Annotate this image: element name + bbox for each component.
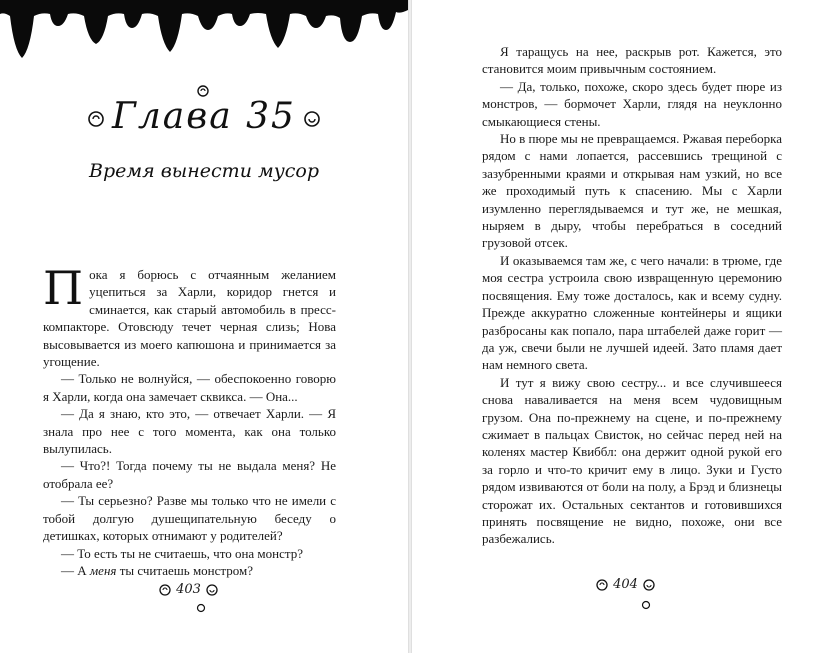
paragraph: И оказываемся там же, с чего начали: в трюме, где моя сестра устроила свою извращенную церемонию посвящения. Ему тоже досталось, как и всему судну. Прежде аккуратно сложенные контейнеры и ящики разбросаны как попало, пара штабелей даже горит — да уж, свечи были не лучшей идеей. Зато пламя дает нам немного света. [482,252,782,373]
paragraph: Но в пюре мы не превращаемся. Ржавая переборка рядом с нами лопается, рассевшись трещиной с зазубренными краями и открывая нам узкий, но все же проходимый путь к спасению. Мы с Харли изумленно переглядываемся и тут же, не мешкая, ныряем в дыру, чтобы перебраться в соседний грузовой отсек. [482,131,783,251]
paragraph-prefix: — А [61,562,90,578]
paragraph: И тут я вижу свою сестру... и все случившееся снова наваливается на меня всем чудовищным грузом. Она по-прежнему на сцене, и по-прежнему сжимает в пальцах Свисток, но сейчас перед ней на коленях мастер Квиббл: она держит одной рукой его за горло и что-то кричит ему в лицо. Зуки и Густо рядом извиваются от боли на полу, а Брэд и близнецы сторожат их. Остальных сектантов и готовившихся принять посвящение не видно, похоже, они все разбежались. [482,374,782,547]
page-number-text: 404 [613,577,638,592]
right-page [412,0,820,653]
paragraph: — То есть ты не считаешь, что она монстр? [61,545,303,561]
paragraph-text: ока я борюсь с отчаянным желанием уцепиться за Харли, коридор гнется и сминается, как старый автомобиль в пресс-компакторе. Отовсюду течет черная слизь; Нова высовывается из моего капюшона и принимается за угощение. [43,267,336,370]
folio-ornament-icon [641,600,651,610]
chapter-title [0,96,408,137]
folio-ornament-icon [196,603,206,613]
paragraph-suffix: ты считаешь монстром? [116,562,253,578]
paragraph: — Только не волнуйся, — обеспокоенно говорю я Харли, когда она замечает сквикса. — Она... [43,371,336,404]
curl-left-icon [595,578,609,592]
chapter-subtitle: Время вынести мусор [89,160,319,182]
paragraph [43,562,336,579]
swirl-left-icon [86,109,106,129]
paragraph: Я таращусь на нее, раскрыв рот. Кажется, это становится моим привычным состоянием. [482,44,782,77]
black-slime-drips [0,0,408,70]
paragraph [43,261,336,370]
drop-cap: П [43,261,84,315]
page-number [158,582,219,597]
right-body-text [482,43,782,548]
curl-right-icon [642,578,656,592]
paragraph: — Да, только, похоже, скоро здесь будет пюре из монстров, — бормочет Харли, глядя на неуклонно смыкающиеся стены. [482,78,782,129]
curl-left-icon [158,583,172,597]
page-number [595,577,656,592]
page-number-text: 403 [176,582,201,597]
paragraph: — Ты серьезно? Разве мы только что не имели с тобой долгую душещипательную беседу о детишках, которых отнимают у родителей? [43,493,336,544]
curl-right-icon [205,583,219,597]
left-body-text [43,261,336,579]
paragraph: — Да я знаю, кто это, — отвечает Харли. — Я знала про нее с того момента, как она только вылупилась. [43,406,336,457]
swirl-right-icon [302,109,322,129]
left-page [0,0,408,653]
emphasis: меня [89,562,117,578]
chapter-title-text: Глава 35 [112,96,296,137]
paragraph: — Что?! Тогда почему ты не выдала меня? Не отобрала ее? [43,458,336,491]
